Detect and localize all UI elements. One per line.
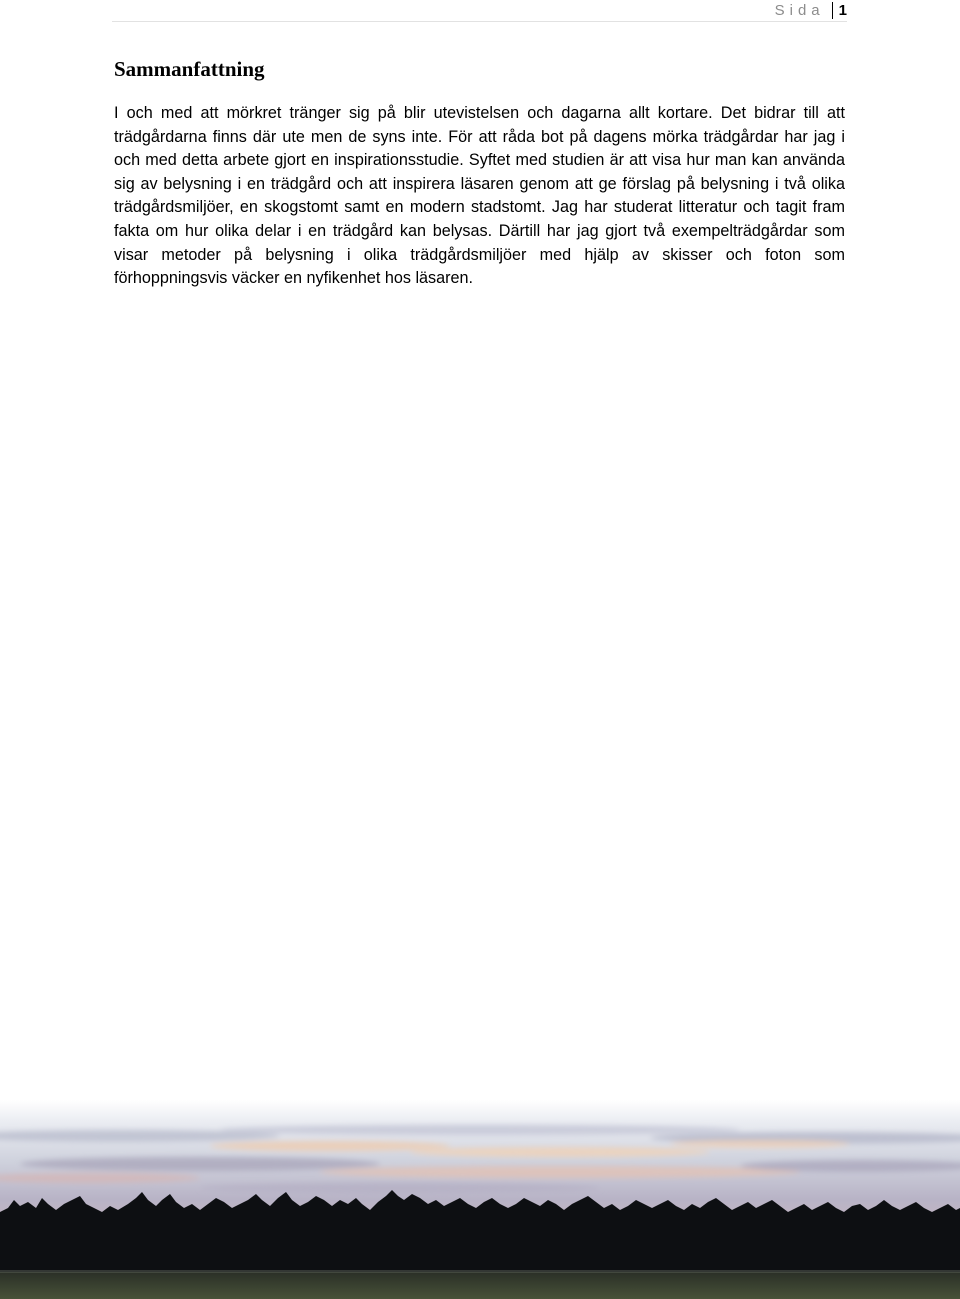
footer-landscape-photo (0, 1100, 960, 1299)
field (0, 1272, 960, 1299)
horizon-haze (0, 1270, 960, 1273)
abstract-text-part-1: I och med att mörkret tränger sig på blir utevistelsen och dagarna allt kortare. Det bidrar till att trädgårdarna finns där ute men de syns inte. För att råda bot på dagens mörka trädgårdar har jag i och med detta arbete gjort en inspirationsstudie. (114, 104, 845, 170)
abstract-text-part-2: Syftet med studien är att visa hur man kan använda sig av belysning i en trädgård och att inspirera läsaren genom att ge förslag på belysning i två olika trädgårdsmiljöer, en skogstomt samt en modern stadstomt. Jag har studerat litteratur och tagit fram fakta om hur olika delar i en trädgård kan belysas. Därtill har jag gjort två exempelträdgårdar som visar metoder på belysning i olika trädgårdsmiljöer med hjälp av skisser och foton som förhoppningsvis väcker en nyfikenhet hos läsaren. (114, 151, 846, 288)
header-separator (832, 2, 833, 19)
page-number: 1 (838, 2, 847, 19)
page-label: Sida (774, 2, 825, 19)
section-title: Sammanfattning (114, 57, 265, 81)
page-header (112, 0, 847, 22)
abstract-paragraph (114, 102, 845, 291)
